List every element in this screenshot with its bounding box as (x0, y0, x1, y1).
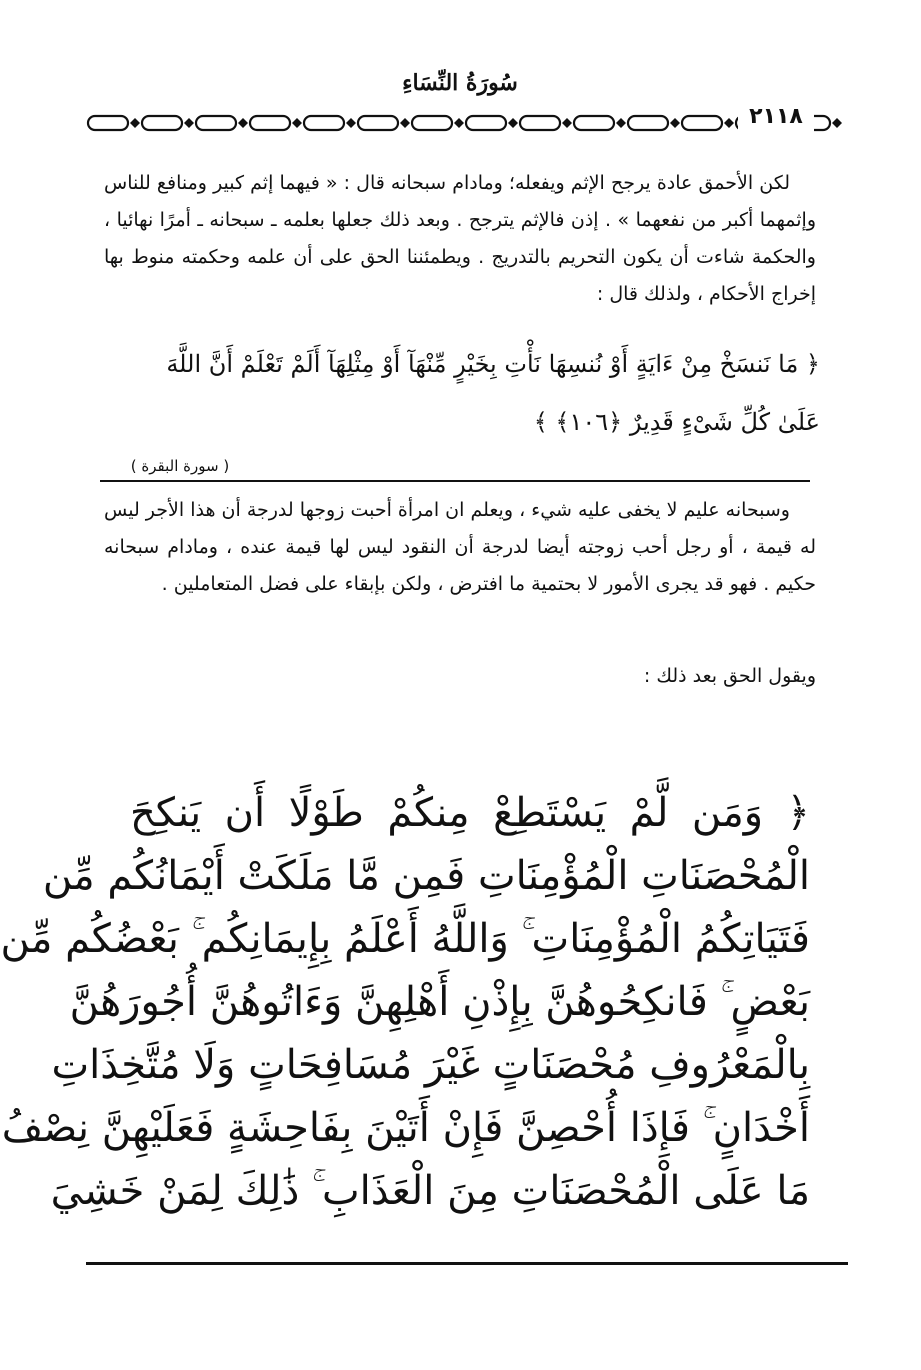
chain-link (412, 116, 452, 130)
chain-link (250, 116, 290, 130)
transition-sentence: ويقول الحق بعد ذلك : (643, 665, 816, 687)
verse-line: الْمُحْصَنَاتِ الْمُؤْمِنَاتِ فَمِن مَّا مَلَكَتْ أَيْمَانُكُم مِّن (42, 853, 810, 899)
chain-diamond (454, 118, 464, 128)
chain-diamond (184, 118, 194, 128)
chain-diamond (508, 118, 518, 128)
quran-verse-quote: ﴿ مَا نَنسَخْ مِنْ ءَايَةٍ أَوْ نُنسِهَا نَأْتِ بِخَيْرٍ مِّنْهَآ أَوْ مِثْلِهَآ أَلَمْ تَعْلَمْ أَنَّ اللَّهَ عَلَىٰ كُلِّ شَىْءٍ قَدِيرٌ ﴿١٠٦﴾ ﴾ (166, 350, 820, 436)
verse-line: مَا عَلَى الْمُحْصَنَاتِ مِنَ الْعَذَابِ ۚ ذَٰلِكَ لِمَنْ خَشِيَ (50, 1168, 810, 1214)
chain-diamond (562, 118, 572, 128)
chain-link (196, 116, 236, 130)
chain-diamond (400, 118, 410, 128)
chain-diamond (616, 118, 626, 128)
chain-link (88, 116, 128, 130)
chain-link (520, 116, 560, 130)
decorative-chain-border (84, 108, 844, 138)
verse-line: ﴿ وَمَن لَّمْ يَسْتَطِعْ مِنكُمْ طَوْلًا أَن يَنكِحَ (130, 790, 810, 836)
verse-line: فَتَيَاتِكُمُ الْمُؤْمِنَاتِ ۚ وَاللَّهُ أَعْلَمُ بِإِيمَانِكُم ۚ بَعْضُكُم مِّن (0, 916, 810, 962)
chain-link (466, 116, 506, 130)
chain-diamond (292, 118, 302, 128)
chain-diamond (724, 118, 734, 128)
chain-diamond (670, 118, 680, 128)
chain-link (628, 116, 668, 130)
chain-link (358, 116, 398, 130)
chain-diamond (346, 118, 356, 128)
commentary-paragraph (104, 165, 816, 313)
verse-line: بَعْضٍ ۚ فَانكِحُوهُنَّ بِإِذْنِ أَهْلِهِنَّ وَءَاتُوهُنَّ أُجُورَهُنَّ (69, 979, 810, 1025)
chain-diamond (832, 118, 842, 128)
chain-diamond (130, 118, 140, 128)
page-number: ٢١١٨ (738, 104, 814, 136)
verse-source-reference: ( سورة البقرة ) (130, 457, 230, 475)
chain-link (304, 116, 344, 130)
verse-line: أَخْدَانٍ ۚ فَإِذَا أُحْصِنَّ فَإِنْ أَتَيْنَ بِفَاحِشَةٍ فَعَلَيْهِنَّ نِصْفُ (1, 1105, 810, 1151)
chain-diamond (238, 118, 248, 128)
commentary-text: وسبحانه عليم لا يخفى عليه شيء ، ويعلم ان امرأة أحبت زوجها لدرجة أن هذا الأجر ليس له قيمة ، أو رجل أحب زوجته أيضا لدرجة أن النقود ليس لها قيمة عنده ، ومادام سبحانه حكيم . فهو قد يجرى الأمور لا بحتمية ما افترض ، ولكن بإبقاء على فضل المتعاملين . (104, 499, 816, 595)
quran-verse-block (0, 782, 810, 1223)
chain-link (574, 116, 614, 130)
chain-link (682, 116, 722, 130)
footer-divider (86, 1262, 848, 1265)
section-divider (100, 480, 810, 482)
surah-title: سُورَةُ النِّسَاءِ (402, 70, 518, 96)
verse-line: بِالْمَعْرُوفِ مُحْصَنَاتٍ غَيْرَ مُسَافِحَاتٍ وَلَا مُتَّخِذَاتِ (51, 1042, 810, 1088)
commentary-text: لكن الأحمق عادة يرجح الإثم ويفعله؛ ومادام سبحانه قال : « فيهما إثم كبير ومنافع للناس وإثمهما أكبر من نفعهما » . إذن فالإثم يترجح . وبعد ذلك جعلها بعلمه ـ سبحانه ـ أمرًا نهائيا ، والحكمة شاءت أن يكون التحريم بالتدريج . ويطمئننا الحق على أن علمه وحكمته منوط بها إخراج الأحكام ، ولذلك قال : (104, 172, 816, 305)
commentary-paragraph (104, 492, 816, 603)
chain-link (142, 116, 182, 130)
